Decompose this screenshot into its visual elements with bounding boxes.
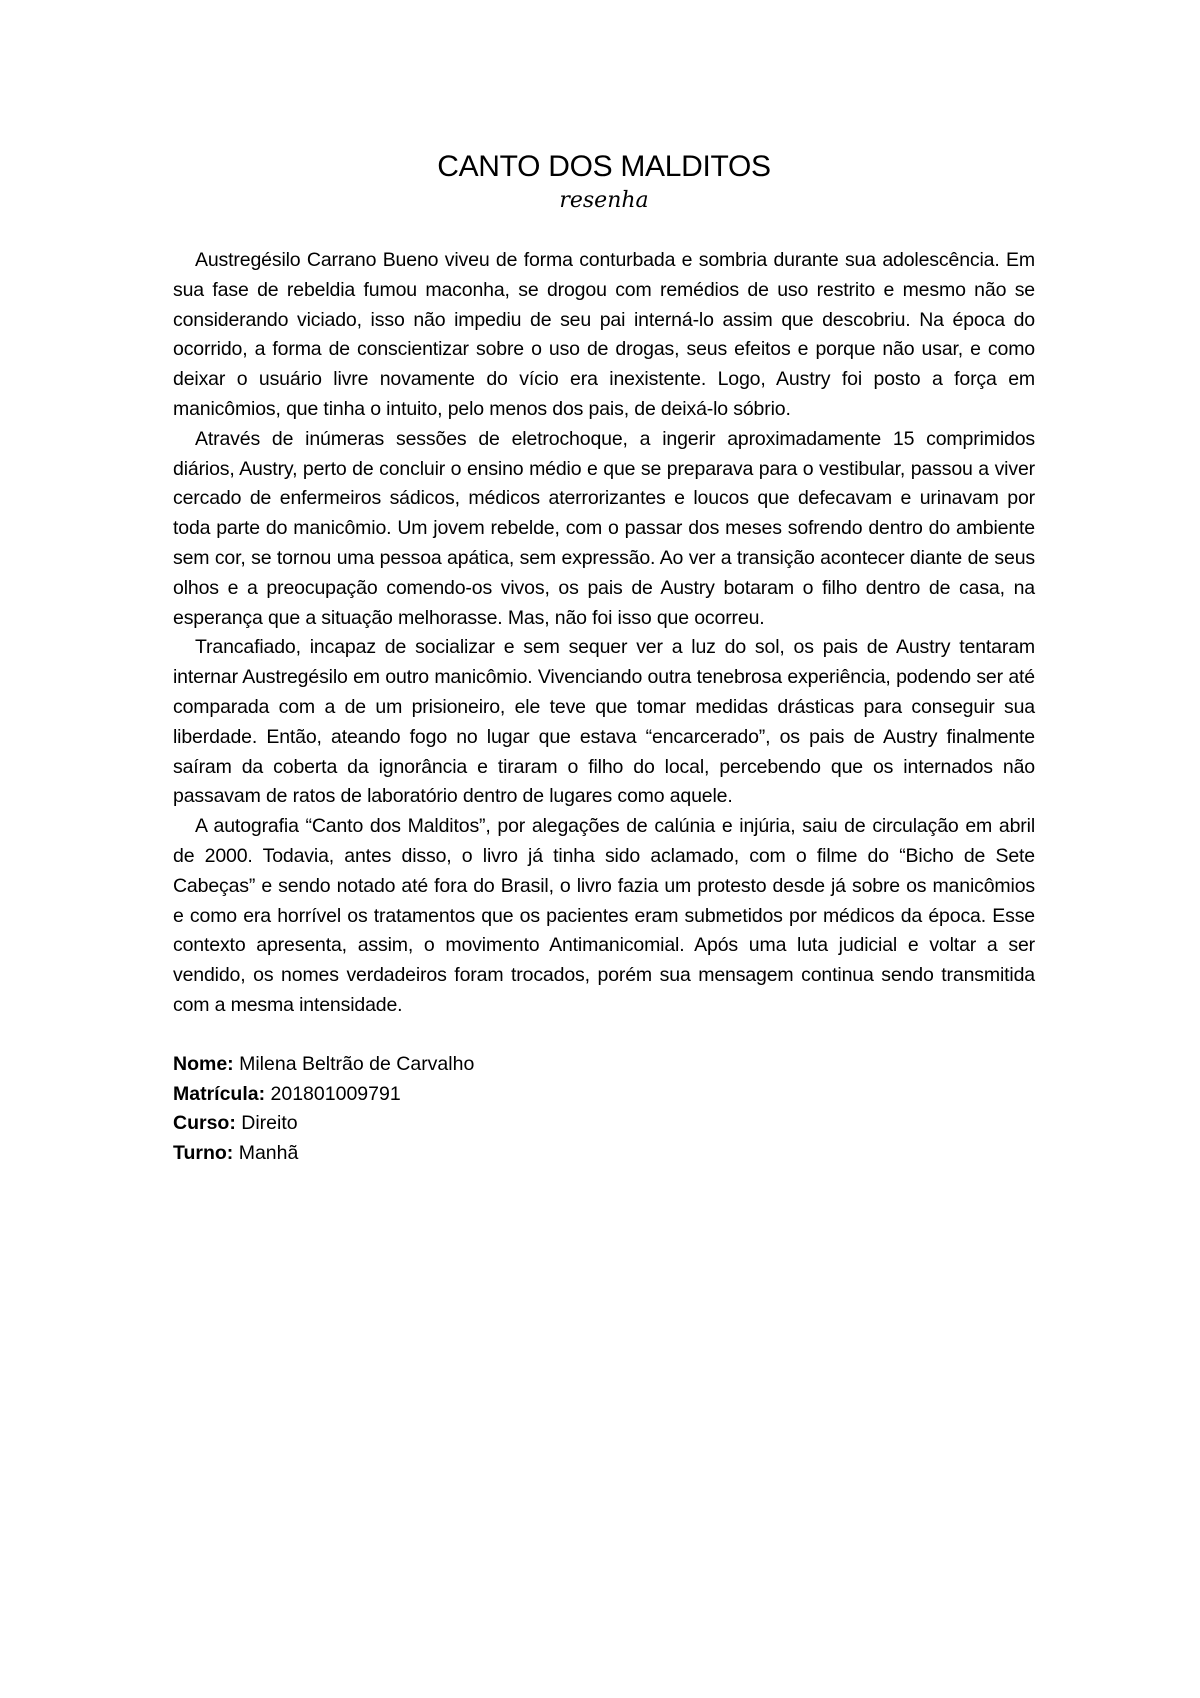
paragraph: Através de inúmeras sessões de eletrochoque, a ingerir aproximadamente 15 comprimidos diários, Austry, perto de concluir o ensino médio e que se preparava para o vestibular, passou a viver cercado de enfermeiros sádicos, médicos aterrorizantes e loucos que defecavam e urinavam por toda parte do manicômio. Um jovem rebelde, com o passar dos meses sofrendo dentro do ambiente sem cor, se tornou uma pessoa apática, sem expressão. Ao ver a transição acontecer diante de seus olhos e a preocupação comendo-os vivos, os pais de Austry botaram o filho dentro de casa, na esperança que a situação melhorasse. Mas, não foi isso que ocorreu.: [173, 427, 1035, 629]
info-curso: [173, 1109, 1035, 1139]
info-label: Curso:: [173, 1112, 236, 1135]
info-value: Manhã: [233, 1142, 299, 1165]
document-page: [173, 148, 1035, 1169]
document-title: CANTO DOS MALDITOS: [437, 150, 771, 183]
student-info: [173, 1050, 1035, 1169]
paragraph: Austregésilo Carrano Bueno viveu de forma conturbada e sombria durante sua adolescência. Em sua fase de rebeldia fumou maconha, se drogou com remédios de uso restrito e mesmo não se considerando viciado, isso não impediu de seu pai interná-lo assim que descobriu. Na época do ocorrido, a forma de conscientizar sobre o uso de drogas, seus efeitos e porque não usar, e como deixar o usuário livre novamente do vício era inexistente. Logo, Austry foi posto a força em manicômios, que tinha o intuito, pelo menos dos pais, de deixá-lo sóbrio.: [173, 249, 1035, 420]
info-value: Direito: [235, 1112, 298, 1135]
info-value: 201801009791: [265, 1082, 401, 1105]
info-value: Milena Beltrão de Carvalho: [233, 1052, 475, 1075]
info-nome: [173, 1050, 1035, 1080]
paragraph: A autografia “Canto dos Malditos”, por alegações de calúnia e injúria, saiu de circulação em abril de 2000. Todavia, antes disso, o livro já tinha sido aclamado, com o filme do “Bicho de Sete Cabeças” e sendo notado até fora do Brasil, o livro fazia um protesto desde já sobre os manicômios e como era horrível os tratamentos que os pacientes eram submetidos por médicos da época. Esse contexto apresenta, assim, o movimento Antimanicomial. Após uma luta judicial e voltar a ser vendido, os nomes verdadeiros foram trocados, porém sua mensagem continua sendo transmitida com a mesma intensidade.: [173, 815, 1035, 1016]
paragraph: Trancafiado, incapaz de socializar e sem sequer ver a luz do sol, os pais de Austry tentaram internar Austregésilo em outro manicômio. Vivenciando outra tenebrosa experiência, podendo ser até comparada com a de um prisioneiro, ele teve que tomar medidas drásticas para conseguir sua liberdade. Então, ateando fogo no lugar que estava “encarcerado”, os pais de Austry finalmente saíram da coberta da ignorância e tiraram o filho do local, percebendo que os internados não passavam de ratos de laboratório dentro de lugares como aquele.: [173, 636, 1035, 808]
info-matricula: [173, 1080, 1035, 1110]
info-label: Turno:: [173, 1142, 234, 1165]
document-body: [173, 246, 1035, 1021]
info-label: Matrícula:: [173, 1082, 266, 1105]
info-turno: [173, 1139, 1035, 1169]
info-label: Nome:: [173, 1052, 234, 1075]
document-subtitle: resenha: [559, 188, 649, 213]
